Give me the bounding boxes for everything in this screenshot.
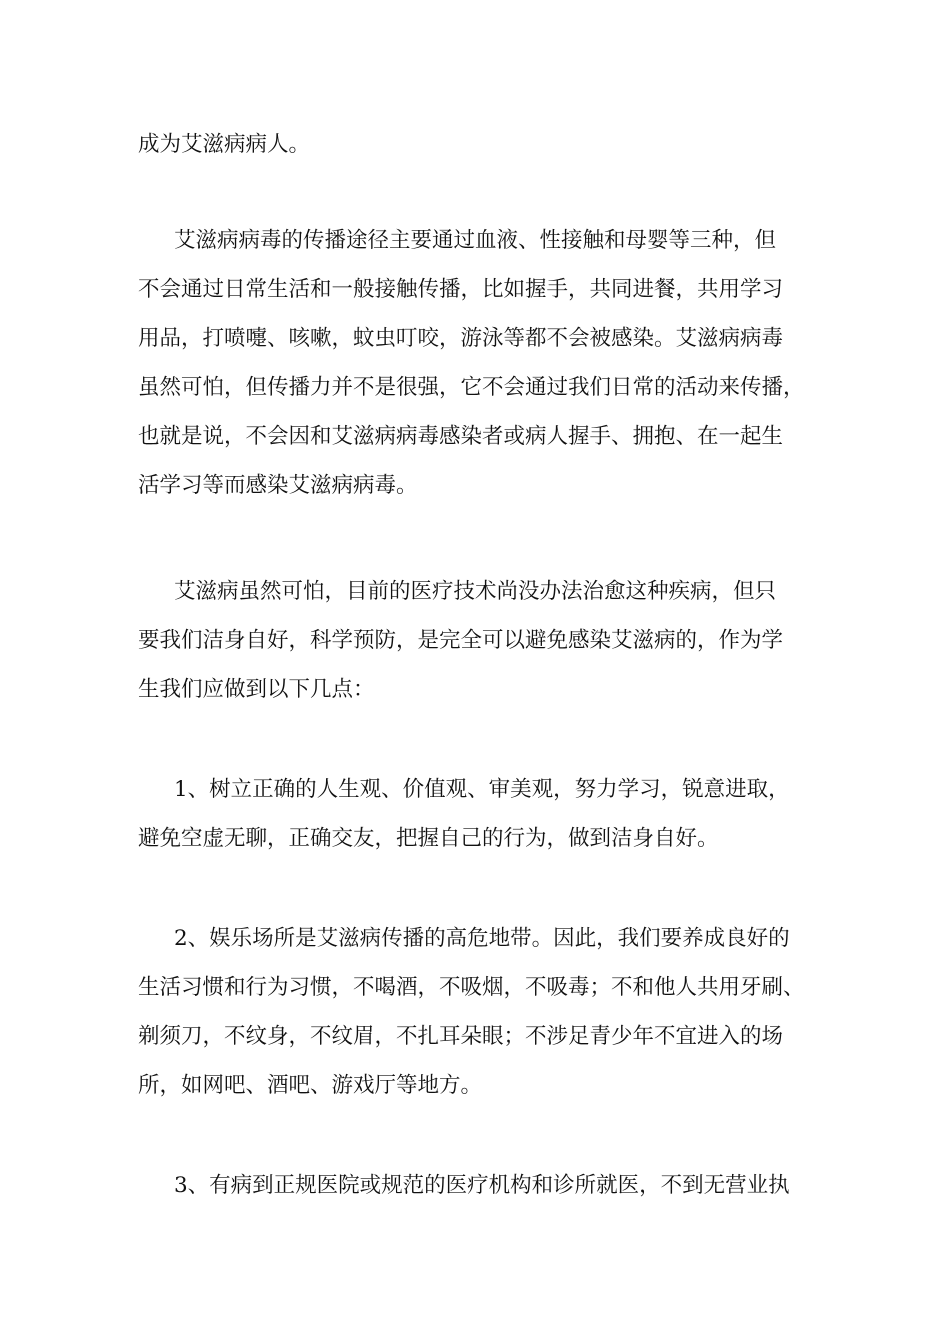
paragraph-line: 也就是说，不会因和艾滋病病毒感染者或病人握手、拥抱、在一起生 [138,424,784,449]
list-item-line: 1、树立正确的人生观、价值观、审美观，努力学习，锐意进取， [174,777,790,802]
list-item-line: 剃须刀，不纹身，不纹眉，不扎耳朵眼；不涉足青少年不宜进入的场 [138,1024,784,1049]
paragraph-line: 虽然可怕，但传播力并不是很强，它不会通过我们日常的活动来传播， [138,375,805,400]
paragraph-line: 艾滋病病毒的传播途径主要通过血液、性接触和母婴等三种，但 [174,228,777,253]
paragraph-line: 要我们洁身自好，科学预防，是完全可以避免感染艾滋病的，作为学 [138,628,784,653]
paragraph-line: 活学习等而感染艾滋病病毒。 [138,473,418,498]
paragraph-line: 成为艾滋病病人。 [138,132,311,157]
list-item-line: 生活习惯和行为习惯，不喝酒，不吸烟，不吸毒；不和他人共用牙刷、 [138,975,805,1000]
list-item-line: 所，如网吧、酒吧、游戏厅等地方。 [138,1073,483,1098]
paragraph-line: 不会通过日常生活和一般接触传播，比如握手，共同进餐，共用学习 [138,277,784,302]
paragraph-line: 生我们应做到以下几点： [138,677,375,702]
list-item-line: 2、娱乐场所是艾滋病传播的高危地带。因此，我们要养成良好的 [174,926,790,951]
list-item-line: 避免空虚无聊，正确交友，把握自己的行为，做到洁身自好。 [138,826,719,851]
paragraph-line: 艾滋病虽然可怕，目前的医疗技术尚没办法治愈这种疾病，但只 [174,579,777,604]
list-item-line: 3、有病到正规医院或规范的医疗机构和诊所就医，不到无营业执 [174,1173,790,1198]
paragraph-line: 用品，打喷嚏、咳嗽，蚊虫叮咬，游泳等都不会被感染。艾滋病病毒 [138,326,784,351]
